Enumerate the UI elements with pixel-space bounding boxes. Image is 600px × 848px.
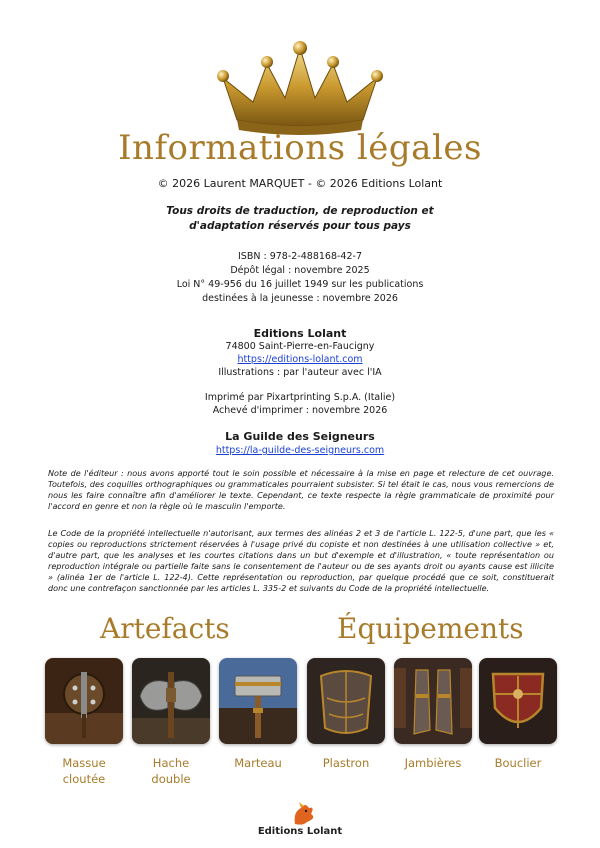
card-double-axe: [132, 658, 210, 744]
item-gallery: [45, 658, 557, 748]
legal-info: [0, 250, 600, 306]
item-label-greaves: Jambières: [404, 756, 462, 770]
legal-deposit: Dépôt légal : novembre 2025: [230, 265, 370, 276]
print-finished: Achevé d'imprimer : novembre 2026: [212, 405, 388, 416]
item-label-double-axe: Hache double: [151, 756, 191, 786]
publisher-logo: [245, 800, 355, 844]
law-line-2: destinées à la jeunesse : novembre 2026: [202, 293, 398, 304]
publisher-link[interactable]: https://editions-lolant.com: [237, 354, 363, 365]
rights-statement: [0, 204, 600, 234]
publisher-address: 74800 Saint-Pierre-en-Faucigny: [225, 341, 375, 352]
breastplate-icon: [307, 658, 385, 744]
isbn: ISBN : 978-2-488168-42-7: [238, 251, 362, 262]
copyright-line: © 2026 Laurent MARQUET - © 2026 Editions Lolant: [157, 177, 443, 190]
hammer-icon: [219, 658, 297, 744]
item-label-shield: Bouclier: [494, 756, 542, 770]
guild-link[interactable]: https://la-guilde-des-seigneurs.com: [215, 445, 385, 456]
item-label-hammer: Marteau: [234, 756, 282, 770]
card-breastplate: [307, 658, 385, 744]
shield-icon: [479, 658, 557, 744]
section-artefacts: Artefacts: [100, 612, 230, 645]
logo-text: Editions Lolant: [257, 826, 343, 837]
printing-info: [0, 391, 600, 417]
crown-icon: [205, 40, 395, 138]
guild-name: La Guilde des Seigneurs: [225, 430, 375, 443]
publisher-info: [0, 327, 600, 379]
card-shield: [479, 658, 557, 744]
card-studded-mace: [45, 658, 123, 744]
guild-info: [0, 430, 600, 458]
section-equipements: Équipements: [337, 612, 524, 645]
card-hammer: [219, 658, 297, 744]
item-label-studded-mace: Massue cloutée: [62, 756, 106, 786]
law-line-1: Loi N° 49-956 du 16 juillet 1949 sur les publications: [176, 279, 424, 290]
page-title: Informations légales: [118, 128, 482, 168]
publisher-name: Editions Lolant: [253, 327, 347, 340]
printer: Imprimé par Pixartprinting S.p.A. (Italie): [204, 392, 396, 403]
item-label-breastplate: Plastron: [322, 756, 370, 770]
rights-line-1: Tous droits de traduction, de reproduction et: [166, 205, 434, 217]
greaves-icon: [394, 658, 472, 744]
card-greaves: [394, 658, 472, 744]
editor-note: Note de l'éditeur : nous avons apporté tout le soin possible et nécessaire à la mise en page et relecture de cet ouvrage. Toutefois, des coquilles orthographiques ou grammaticales pourraient subsister. Si tel était le cas, nous vous remercions de nous les faire connaître afin d'améliorer le texte. Cependant, ce texte respecte la règle grammaticale de proximité pour l'accord en genre et non la règle où le masculin l'emporte.: [48, 468, 554, 511]
double-axe-icon: [132, 658, 210, 744]
dragon-logo-icon: [245, 800, 355, 828]
studded-mace-icon: [45, 658, 123, 744]
rights-line-2: d'adaptation réservés pour tous pays: [189, 220, 411, 232]
illustrations-credit: Illustrations : par l'auteur avec l'IA: [218, 367, 382, 378]
copyright-code-note: Le Code de la propriété intellectuelle n'autorisant, aux termes des alinéas 2 et 3 de l'article L. 122-5, d'une part, que les « copies ou reproductions strictement réservées à l'usage privé du copiste et non destinées à une utilisation collective » et, d'autre part, que les analyses et les courtes citations dans un but d'exemple et d'illustration, « toute représentation ou reproduction intégrale ou partielle faite sans le consentement de l'auteur ou de ses ayants droit ou ayants cause est illicite » (alinéa 1er de l'article L. 122-4). Cette représentation ou reproduction, par quelque procédé que ce soit, constituerait donc une contrefaçon sanctionnée par les articles L. 335-2 et suivants du Code de la propriété intellectuelle.: [48, 528, 554, 593]
